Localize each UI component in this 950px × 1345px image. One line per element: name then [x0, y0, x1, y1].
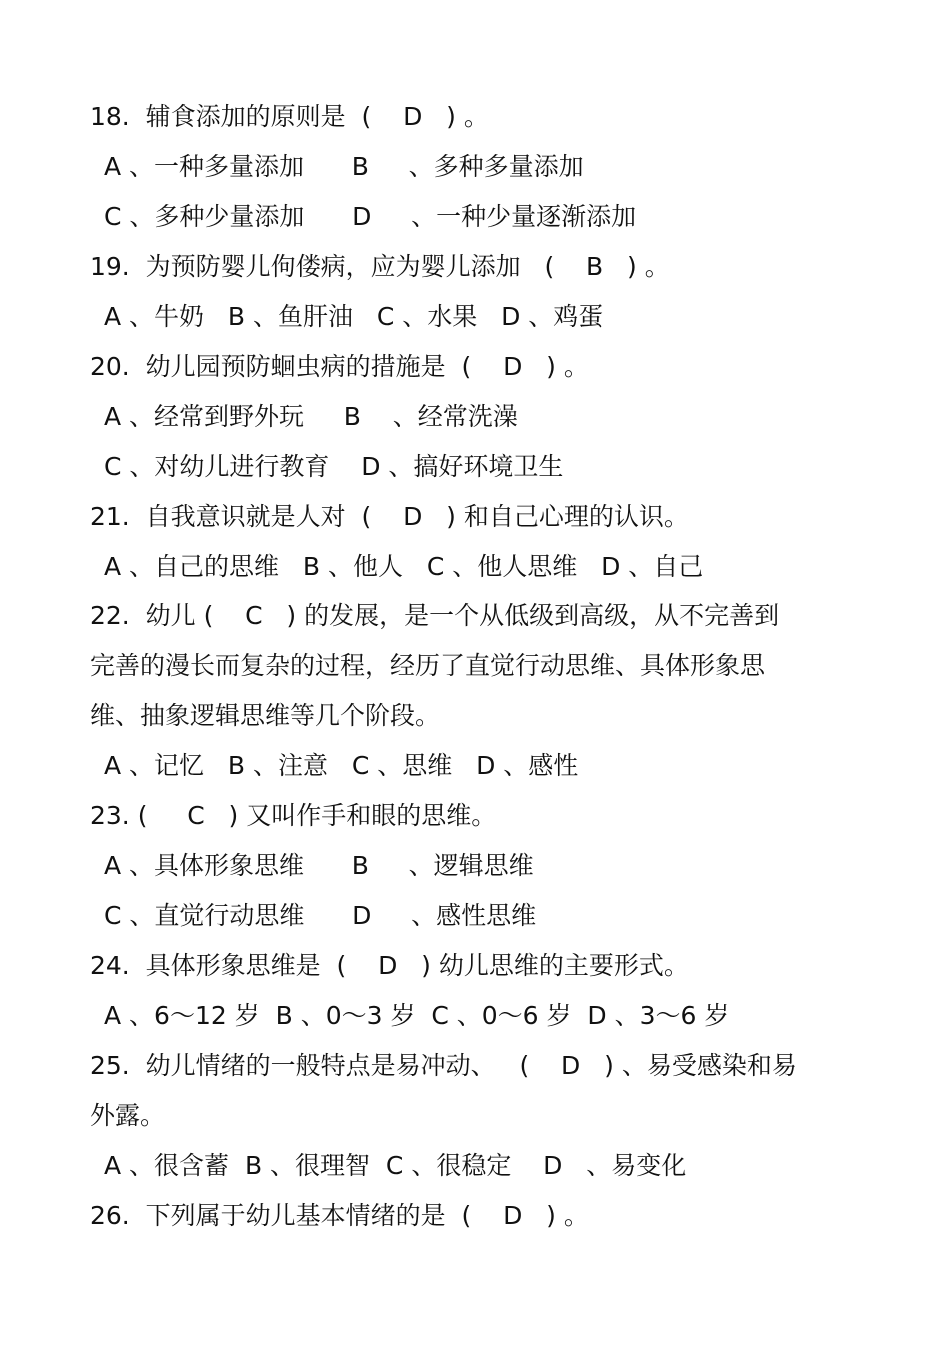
question-22-line-1: 22. 幼儿 ( C ) 的发展，是一个从低级到高级，从不完善到 [90, 601, 780, 630]
question-23: 23. ( C ) 又叫作手和眼的思维。 [90, 801, 497, 830]
question-25-line-2: 外露。 [90, 1101, 166, 1130]
question-25-line-1: 25. 幼儿情绪的一般特点是易冲动、 ( D ) 、易受感染和易 [90, 1051, 797, 1080]
question-26: 26. 下列属于幼儿基本情绪的是 ( D ) 。 [90, 1201, 589, 1230]
question-21: 21. 自我意识就是人对 ( D ) 和自己心理的认识。 [90, 502, 689, 531]
question-22-line-2: 完善的漫长而复杂的过程，经历了直觉行动思维、具体形象思 [90, 651, 766, 680]
question-23-options-cd: C 、直觉行动思维 D 、感性思维 [104, 901, 537, 930]
question-18: 18. 辅食添加的原则是 ( D ) 。 [90, 102, 489, 131]
question-22-line-3: 维、抽象逻辑思维等几个阶段。 [90, 701, 441, 730]
question-20-options-cd: C 、对幼儿进行教育 D 、搞好环境卫生 [104, 452, 564, 481]
question-24-options: A 、6～12 岁 B 、0～3 岁 C 、0～6 岁 D 、3～6 岁 [104, 1001, 730, 1030]
question-20: 20. 幼儿园预防蛔虫病的措施是 ( D ) 。 [90, 352, 589, 381]
question-24: 24. 具体形象思维是 ( D ) 幼儿思维的主要形式。 [90, 951, 689, 980]
question-22-options: A 、记忆 B 、注意 C 、思维 D 、感性 [104, 751, 579, 780]
question-21-options: A 、自己的思维 B 、他人 C 、他人思维 D 、自己 [104, 552, 704, 581]
question-20-options-ab: A 、经常到野外玩 B 、经常洗澡 [104, 402, 518, 431]
question-19-options: A 、牛奶 B 、鱼肝油 C 、水果 D 、鸡蛋 [104, 302, 604, 331]
question-19: 19. 为预防婴儿佝偻病，应为婴儿添加 ( B ) 。 [90, 252, 670, 281]
question-23-options-ab: A 、具体形象思维 B 、逻辑思维 [104, 851, 534, 880]
question-18-options-ab: A 、一种多量添加 B 、多种多量添加 [104, 152, 584, 181]
question-18-options-cd: C 、多种少量添加 D 、一种少量逐渐添加 [104, 202, 637, 231]
question-25-options: A 、很含蓄 B 、很理智 C 、很稳定 D 、易变化 [104, 1151, 687, 1180]
